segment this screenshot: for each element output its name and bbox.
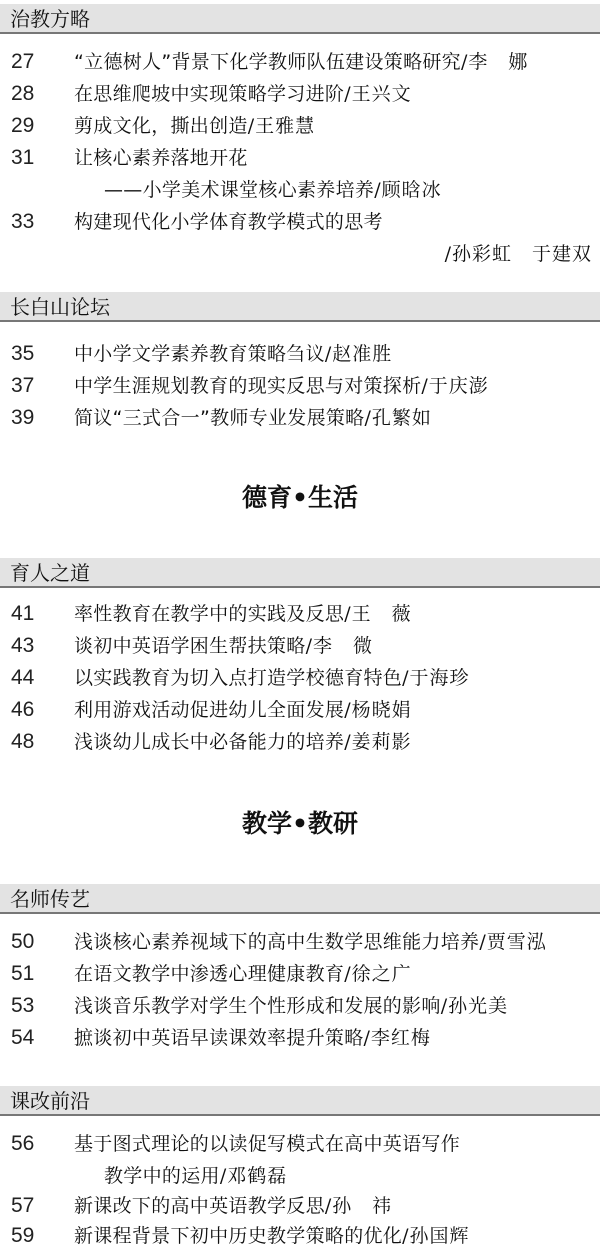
toc-entry[interactable]: [0, 630, 600, 662]
section-title: 治教方略: [10, 7, 90, 31]
toc-entry[interactable]: [0, 990, 600, 1022]
section-header: [0, 884, 600, 914]
article-title: 浅谈核心素养视域下的高中生数学思维能力培养: [74, 931, 480, 953]
article-title: 新课改下的高中英语教学反思: [74, 1195, 325, 1217]
article-title: 中学生涯规划教育的现实反思与对策探析: [74, 375, 422, 397]
toc-entry[interactable]: [0, 206, 600, 238]
article-title: 浅谈音乐教学对学生个性形成和发展的影响: [74, 995, 441, 1017]
article-title: 让核心素养落地开花: [74, 147, 248, 169]
page-number: 53: [11, 994, 35, 1017]
toc-entry[interactable]: [0, 1220, 600, 1252]
toc-entry[interactable]: [0, 958, 600, 990]
page-number: 28: [11, 82, 35, 105]
article-author: /姜莉影: [344, 731, 412, 753]
page-number: 43: [11, 634, 35, 657]
article-title: 谈初中英语学困生帮扶策略: [74, 635, 306, 657]
group-title: 德育•生活: [242, 483, 358, 512]
article-title: 构建现代化小学体育教学模式的思考: [74, 211, 383, 233]
article-title: 基于图式理论的以读促写模式在高中英语写作: [74, 1133, 461, 1155]
article-title: 摭谈初中英语早读课效率提升策略: [74, 1027, 364, 1049]
page-number: 54: [11, 1026, 35, 1049]
toc-entry[interactable]: [0, 110, 600, 142]
article-author: /李 微: [305, 635, 374, 657]
page-number: 37: [11, 374, 35, 397]
page-number: 29: [11, 114, 35, 137]
section-header: [0, 4, 600, 34]
article-title: 在思维爬坡中实现策略学习进阶: [74, 83, 345, 105]
section-header: [0, 292, 600, 322]
toc-entry[interactable]: [0, 46, 600, 78]
article-author: /王雅慧: [247, 115, 316, 137]
toc-entry[interactable]: [0, 1128, 600, 1160]
page-number: 56: [11, 1132, 35, 1155]
section-title: 育人之道: [10, 561, 90, 585]
article-author: /孔繁如: [364, 407, 432, 429]
group-title: 教学•教研: [242, 809, 358, 838]
page-number: 44: [11, 666, 35, 689]
article-author: /于海珍: [402, 667, 470, 689]
article-author: /邓鹤磊: [219, 1165, 288, 1187]
article-author: /孙 祎: [324, 1195, 393, 1217]
article-author: /徐之广: [344, 963, 412, 985]
page-number: 39: [11, 406, 35, 429]
article-subtitle: ——小学美术课堂核心素养培养: [104, 179, 375, 201]
page-number: 50: [11, 930, 35, 953]
toc-entry-continuation[interactable]: [104, 174, 442, 206]
article-author: /孙彩虹 于建双: [444, 243, 592, 265]
article-author: /赵准胜: [324, 343, 393, 365]
section-header: [0, 1086, 600, 1116]
page-number: 31: [11, 146, 35, 169]
page-number: 51: [11, 962, 35, 985]
toc-entry[interactable]: [0, 1190, 600, 1222]
article-title: 利用游戏活动促进幼儿全面发展: [74, 699, 345, 721]
article-author: /于庆澎: [421, 375, 489, 397]
article-author: /王 薇: [344, 603, 412, 625]
toc-entry[interactable]: [0, 926, 600, 958]
article-title: 以实践教育为切入点打造学校德育特色: [74, 667, 403, 689]
article-author: /顾晗冰: [374, 179, 442, 201]
page-number: 27: [11, 50, 35, 73]
section-header: [0, 558, 600, 588]
toc-entry-continuation[interactable]: [104, 1160, 287, 1192]
page-number: 48: [11, 730, 35, 753]
page-number: 41: [11, 602, 35, 625]
article-title: 剪成文化，撕出创造: [74, 115, 248, 137]
toc-entry[interactable]: [0, 1022, 600, 1054]
article-author: /李 娜: [461, 51, 529, 73]
article-title: 浅谈幼儿成长中必备能力的培养: [74, 731, 345, 753]
toc-entry[interactable]: [0, 598, 600, 630]
page-number: 57: [11, 1194, 35, 1217]
page-number: 59: [11, 1224, 35, 1247]
section-title: 课改前沿: [10, 1089, 90, 1113]
toc-entry[interactable]: [0, 726, 600, 758]
article-author: /孙国辉: [402, 1225, 470, 1247]
article-title: 简议“三式合一”教师专业发展策略: [74, 407, 365, 429]
article-author: /杨晓娟: [344, 699, 412, 721]
section-title: 长白山论坛: [10, 295, 110, 319]
article-title-continuation: 教学中的运用: [104, 1165, 220, 1187]
article-author: /王兴文: [344, 83, 412, 105]
article-author: /孙光美: [440, 995, 509, 1017]
article-title: 中小学文学素养教育策略刍议: [74, 343, 325, 365]
toc-entry[interactable]: [0, 402, 600, 434]
toc-entry[interactable]: [0, 78, 600, 110]
page-number: 33: [11, 210, 35, 233]
toc-entry[interactable]: [0, 694, 600, 726]
page-number: 46: [11, 698, 35, 721]
article-author: /李红梅: [363, 1027, 431, 1049]
article-title: 率性教育在教学中的实践及反思: [74, 603, 345, 625]
toc-entry[interactable]: [0, 662, 600, 694]
page-number: 35: [11, 342, 35, 365]
article-title: 在语文教学中渗透心理健康教育: [74, 963, 345, 985]
article-title: “立德树人”背景下化学教师队伍建设策略研究: [74, 51, 461, 73]
toc-entry[interactable]: [0, 142, 600, 174]
article-title: 新课程背景下初中历史教学策略的优化: [74, 1225, 403, 1247]
article-author: /贾雪泓: [479, 931, 547, 953]
toc-entry[interactable]: [0, 370, 600, 402]
toc-entry[interactable]: [0, 338, 600, 370]
section-title: 名师传艺: [10, 887, 90, 911]
